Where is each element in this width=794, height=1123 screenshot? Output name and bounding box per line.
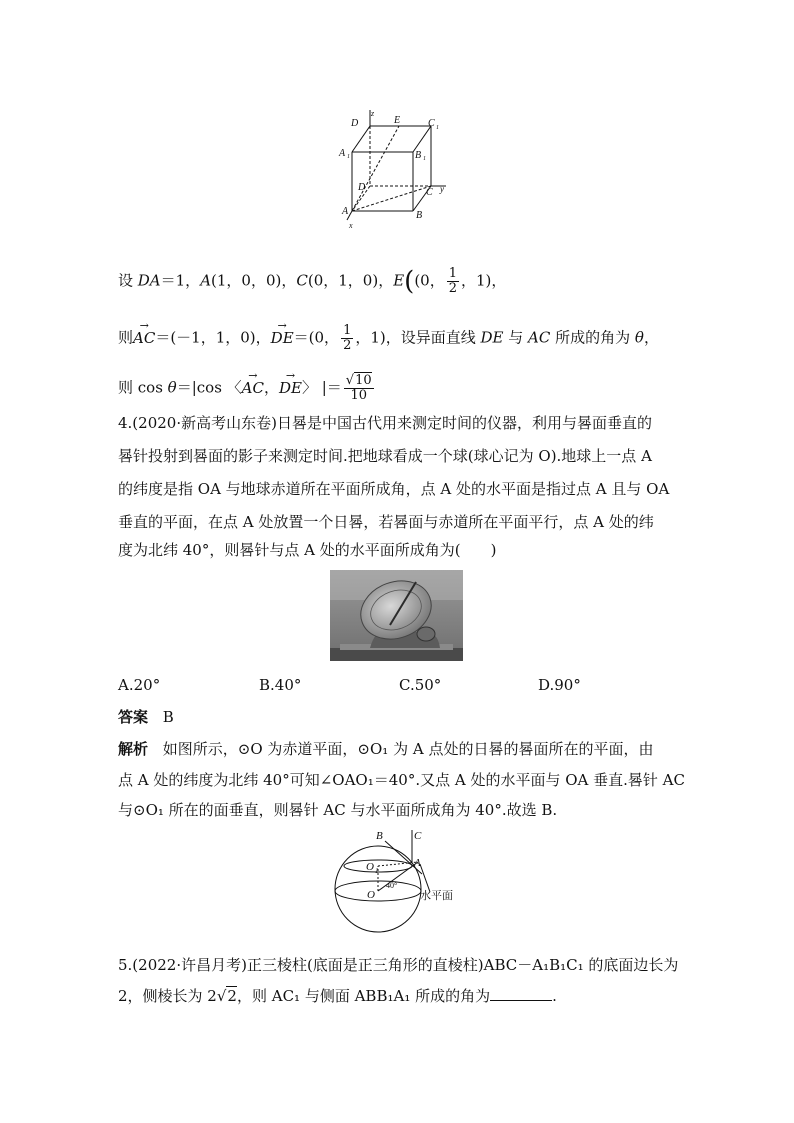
cube-label-c1-sub: 1 <box>436 125 439 131</box>
cube-label-b1: B <box>415 150 422 161</box>
answer-blank[interactable] <box>490 986 552 1001</box>
cube-label-b1-sub: 1 <box>423 156 426 162</box>
answer-line <box>118 707 174 727</box>
sphere-label-plane: 水平面 <box>420 890 453 902</box>
cube-label-c1: C <box>428 118 435 129</box>
cube-label-z: z <box>371 109 375 118</box>
cube-label-d: D <box>358 182 366 193</box>
cube-label-x: x <box>349 221 353 230</box>
q4-line-3: 的纬度是指 OA 与地球赤道所在平面所成角，点 A 处的水平面是指过点 A 且与 OA <box>118 480 670 498</box>
answer-value: B <box>162 708 174 726</box>
answer-label: 答案 <box>118 708 149 726</box>
q4-line-2: 晷针投射到晷面的影子来测定时间.把地球看成一个球(球心记为 O).地球上一点 A <box>118 447 652 465</box>
cube-label-y: y <box>440 184 444 194</box>
cube-label-a1: A <box>339 148 346 159</box>
q4-line-5: 度为北纬 40°，则晷针与点 A 处的水平面所成角为( ) <box>118 541 497 559</box>
q4-option-d[interactable]: D.90° <box>538 676 581 694</box>
sphere-label-angle: 40° <box>386 881 398 890</box>
sphere-label-c: C <box>414 830 422 842</box>
analysis-label: 解析 <box>118 740 149 758</box>
analysis-line-2: 点 A 处的纬度为北纬 40°可知∠OAO₁＝40°.又点 A 处的水平面与 OA 垂直.晷针 AC <box>118 771 685 789</box>
sphere-label-a: A <box>414 857 421 869</box>
cube-label-d1: D <box>351 118 359 129</box>
cosine-line: 则 cos θ＝|cos 〈→ AC，→ DE〉 |＝ $\frac{√10}{10}$ <box>118 374 376 403</box>
half-fraction: $\frac{1}{2}$ <box>448 266 457 296</box>
sqrt10-over-10: $\frac{√10}{10}$ <box>345 373 372 403</box>
q4-option-c[interactable]: C.50° <box>399 676 442 694</box>
sphere-label-o: O <box>367 889 375 901</box>
cube-label-b: B <box>416 210 423 221</box>
half-fraction: $\frac{1}{2}$ <box>343 323 352 353</box>
vectors-line: 则→ AC＝(－1，1，0)，→ DE＝(0， $\frac{1}{2}$ ，1)，设异面直线 DE 与 AC 所成的角为 θ， <box>118 324 659 353</box>
analysis-line-3: 与⊙O₁ 所在的面垂直，则晷针 AC 与水平面所成角为 40°.故选 B. <box>118 801 558 819</box>
cube-label-a1-sub: 1 <box>347 154 350 160</box>
coordinates-line: 设 DA＝1，A(1，0，0)，C(0，1，0)，E((0， $\frac{1}{2}$ ，1)， <box>118 266 507 297</box>
sphere-label-b: B <box>376 830 383 842</box>
cube-label-e: E <box>394 115 401 126</box>
cube-label-a: A <box>342 206 349 217</box>
sphere-label-o1-sub: 1 <box>375 867 379 875</box>
sphere-label-o1: O <box>366 861 374 873</box>
cube-label-c: C <box>426 187 433 198</box>
sphere-figure <box>330 826 470 934</box>
q5-line-2: 2，侧棱长为 2√2，则 AC₁ 与侧面 ABB₁A₁ 所成的角为 . <box>118 987 557 1005</box>
analysis-line-1: 解析 如图所示，⊙O 为赤道平面，⊙O₁ 为 A 点处的日晷的晷面所在的平面，由 <box>118 740 654 758</box>
q4-line-4: 垂直的平面，在点 A 处放置一个日晷，若晷面与赤道所在平面平行，点 A 处的纬 <box>118 513 654 531</box>
q4-option-b[interactable]: B.40° <box>259 676 302 694</box>
cube-figure <box>336 106 462 232</box>
q4-option-a[interactable]: A.20° <box>118 676 161 694</box>
q5-line-1: 5.(2022·许昌月考)正三棱柱(底面是正三角形的直棱柱)ABC－A₁B₁C₁ 的底面边长为 <box>118 956 679 974</box>
sundial-photo <box>330 570 463 661</box>
q4-line-1: 4.(2020·新高考山东卷)日晷是中国古代用来测定时间的仪器，利用与晷面垂直的 <box>118 414 652 432</box>
